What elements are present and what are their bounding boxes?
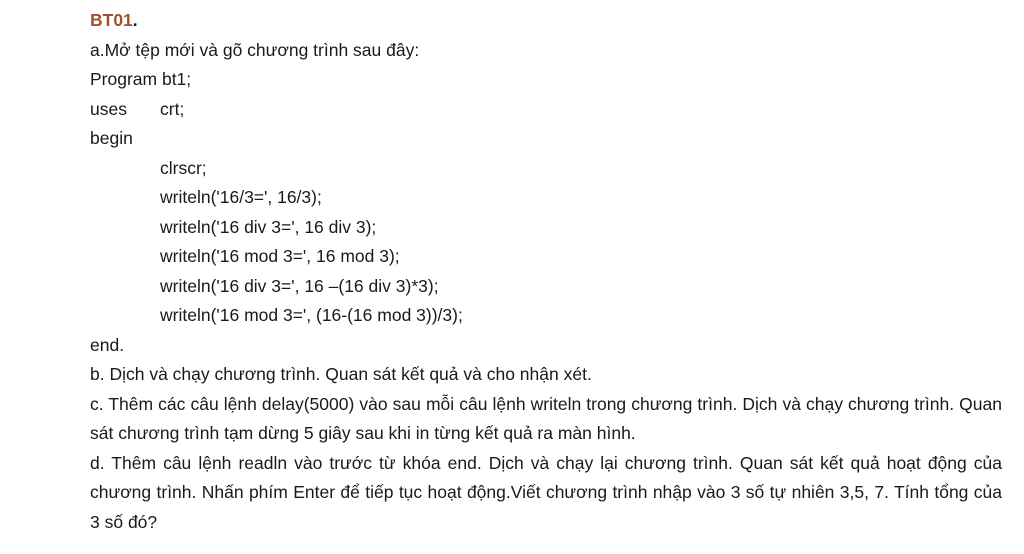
code-body-line: writeln('16 div 3=', 16 div 3);: [160, 216, 377, 237]
code-uses-value: crt;: [160, 98, 185, 119]
exercise-document: [90, 6, 1002, 537]
exercise-title-label: BT01: [90, 10, 133, 30]
code-end-line: end.: [90, 334, 125, 355]
code-block: [90, 65, 1002, 360]
code-body-line: writeln('16 mod 3=', (16-(16 mod 3))/3);: [160, 305, 463, 325]
task-b: b. Dịch và chạy chương trình. Quan sát kết quả và cho nhận xét.: [90, 364, 592, 384]
code-begin-line: begin: [90, 128, 133, 148]
intro-text: a.Mở tệp mới và gõ chương trình sau đây:: [90, 39, 420, 60]
code-program-line: Program bt1;: [90, 69, 192, 89]
exercise-title: [90, 6, 1002, 36]
code-uses-line: [90, 95, 1002, 125]
code-uses-keyword: uses: [90, 98, 127, 119]
code-body-line: writeln('16 div 3=', 16 –(16 div 3)*3);: [160, 275, 439, 296]
task-d: d. Thêm câu lệnh readln vào trước từ khóa end. Dịch và chạy lại chương trình. Quan sát kết quả hoạt động của chương trình. Nhấn phím Enter để tiếp tục hoạt động.Viết chương trình nhập vào 3 số tự nhiên 3,5, 7. Tính tổng của 3 số đó?: [90, 452, 1002, 532]
code-body-line: writeln('16/3=', 16/3);: [160, 187, 322, 207]
code-body-line: clrscr;: [160, 157, 207, 178]
task-c: c. Thêm các câu lệnh delay(5000) vào sau mỗi câu lệnh writeln trong chương trình. Dịch và chạy chương trình. Quan sát chương trình tạm dừng 5 giây sau khi in từng kết quả ra màn hình.: [90, 393, 1002, 443]
exercise-title-dot: .: [132, 10, 138, 30]
code-body-line: writeln('16 mod 3=', 16 mod 3);: [160, 246, 400, 266]
